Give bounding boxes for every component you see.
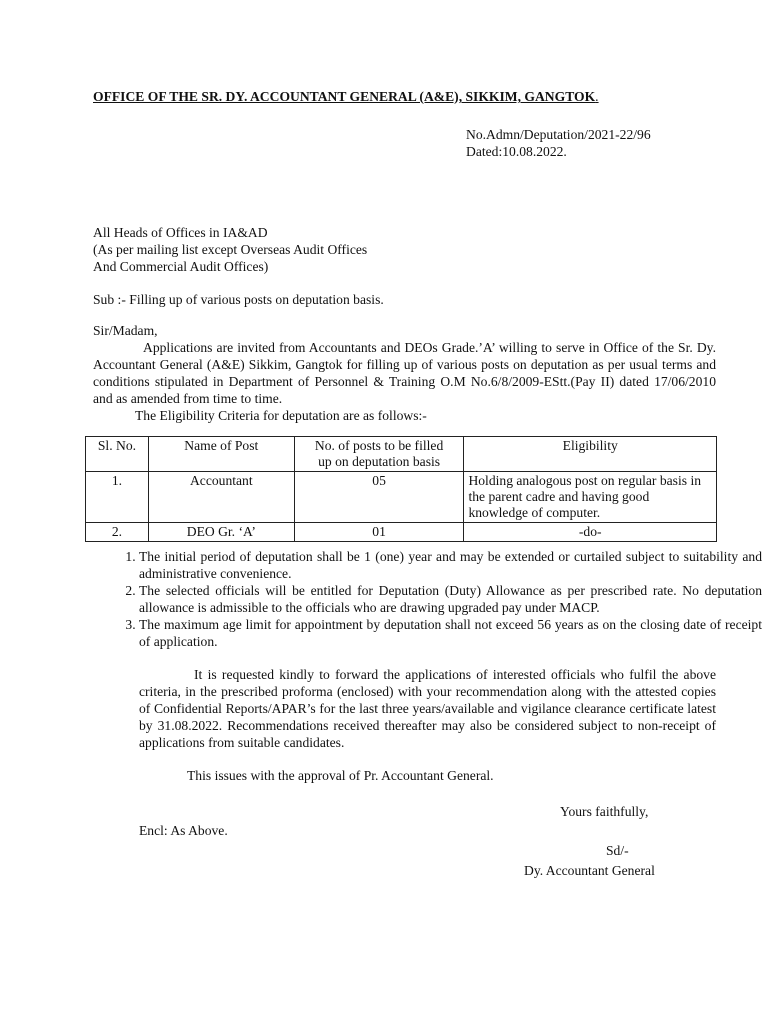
body-text: Applications are invited from Accountants and DEOs Grade.’A’ willing to serve in Office of the Sr. Dy. Accountant General (A&E) Sikkim, Gangtok for filling up of various posts on deputation as per usual terms and conditions stipulated in Department of Personnel & Training O.M No.6/8/2009-EStt.(Pay II) dated 17/06/2010 and as amended from time to time. xyxy=(93,340,716,406)
cell-post-name: Accountant xyxy=(148,472,294,523)
approval-line: This issues with the approval of Pr. Accountant General. xyxy=(187,768,494,783)
cell-sl-no: 2. xyxy=(86,523,149,542)
office-heading: OFFICE OF THE SR. DY. ACCOUNTANT GENERAL (A&E), SIKKIM, GANGTOK. xyxy=(93,89,599,104)
table-header-row xyxy=(86,437,717,472)
signature: Sd/- xyxy=(606,843,629,858)
criteria-intro: The Eligibility Criteria for deputation are as follows:- xyxy=(135,408,427,423)
addressee-block xyxy=(93,224,367,275)
cell-post-count: 05 xyxy=(294,472,464,523)
list-item: 1. The initial period of deputation shall be 1 (one) year and may be extended or curtailed subject to suitability and administrative convenience. xyxy=(139,548,762,582)
subject-line: Sub :- Filling up of various posts on deputation basis. xyxy=(93,292,384,307)
closing-line: Yours faithfully, xyxy=(560,804,649,819)
table-row xyxy=(86,523,717,542)
cell-eligibility: -do- xyxy=(464,523,717,542)
request-text: It is requested kindly to forward the applications of interested officials who fulfil the above criteria, in the prescribed proforma (enclosed) with your recommendation along with the attested copies of Confidential Reports/APAR’s for the last three years/available and vigilance clearance certificate latest by 31.08.2022. Recommendations received thereafter may also be considered subject to non-receipt of applications from suitable candidates. xyxy=(139,667,716,750)
body-paragraph xyxy=(93,339,716,407)
salutation: Sir/Madam, xyxy=(93,323,158,338)
signatory-title: Dy. Accountant General xyxy=(524,863,655,878)
conditions-list xyxy=(93,548,762,650)
eligibility-table xyxy=(85,436,717,542)
addressee-line: And Commercial Audit Offices) xyxy=(93,259,269,274)
header-post-count: No. of posts to be filled up on deputation basis xyxy=(294,437,464,472)
reference-date: Dated:10.08.2022. xyxy=(466,144,567,159)
table-row xyxy=(86,472,717,523)
header-sl-no: Sl. No. xyxy=(86,437,149,472)
reference-number: No.Admn/Deputation/2021-22/96 xyxy=(466,127,651,142)
list-item: 3. The maximum age limit for appointment by deputation shall not exceed 56 years as on the closing date of receipt of application. xyxy=(139,616,762,650)
addressee-line: All Heads of Offices in IA&AD xyxy=(93,225,268,240)
list-item: 2. The selected officials will be entitled for Deputation (Duty) Allowance as per prescribed rate. No deputation allowance is admissible to the officials who are drawing upgraded pay under MACP. xyxy=(139,582,762,616)
addressee-line: (As per mailing list except Overseas Audit Offices xyxy=(93,242,368,257)
reference-block xyxy=(466,126,651,160)
cell-sl-no: 1. xyxy=(86,472,149,523)
header-eligibility: Eligibility xyxy=(464,437,717,472)
cell-eligibility: Holding analogous post on regular basis in the parent cadre and having good knowledge of computer. xyxy=(464,472,717,523)
cell-post-name: DEO Gr. ‘A’ xyxy=(148,523,294,542)
enclosure-line: Encl: As Above. xyxy=(139,823,228,838)
header-post-name: Name of Post xyxy=(148,437,294,472)
cell-post-count: 01 xyxy=(294,523,464,542)
request-paragraph xyxy=(139,666,716,751)
